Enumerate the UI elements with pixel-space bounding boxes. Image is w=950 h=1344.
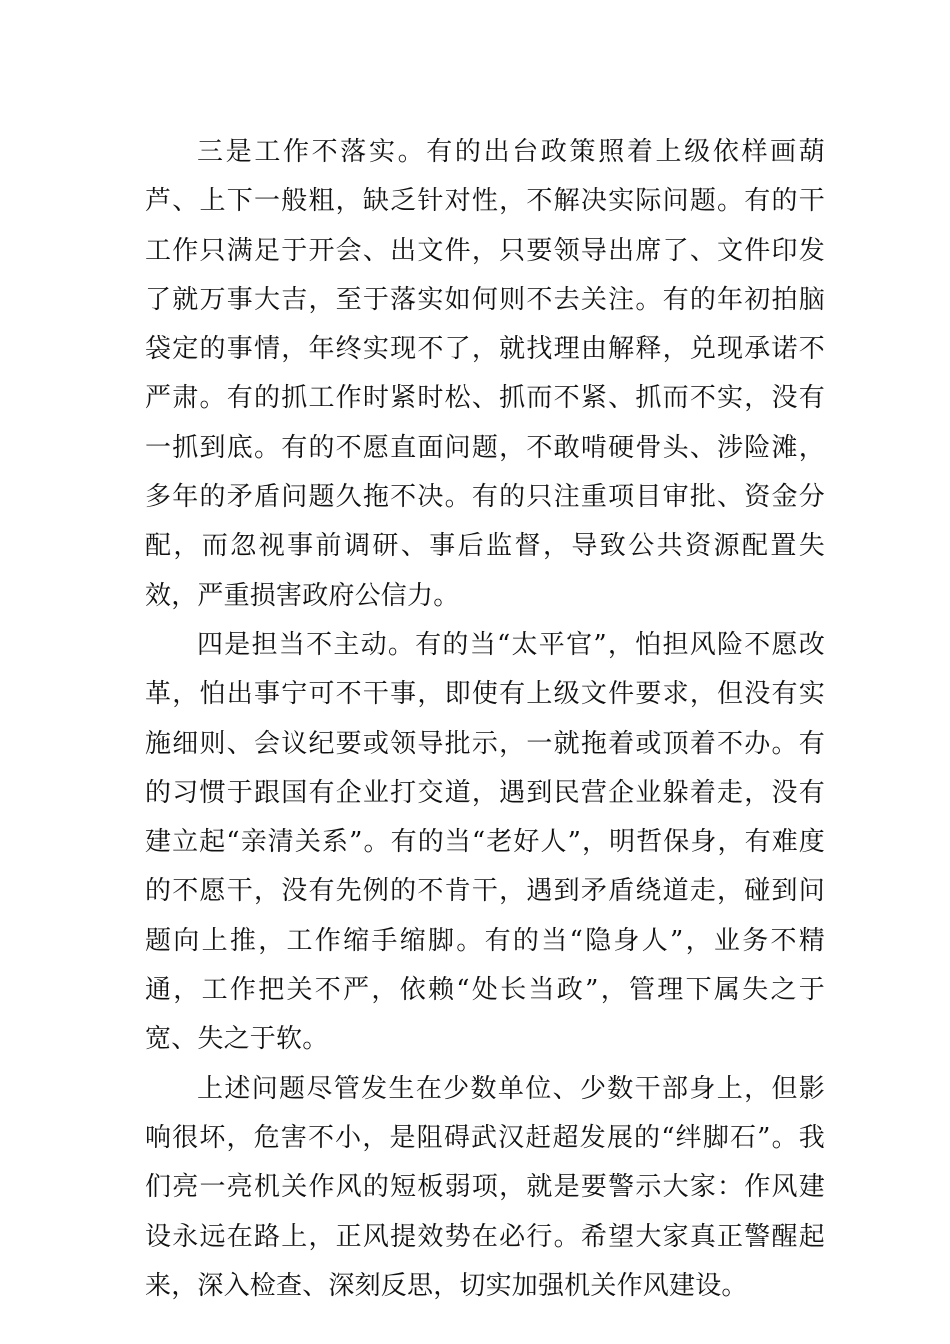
- paragraph-work-implementation: 三是工作不落实。有的出台政策照着上级依样画葫芦、上下一般粗，缺乏针对性，不解决实际问题。有的干工作只满足于开会、出文件，只要领导出席了、文件印发了就万事大吉，至于落实如何则不去关注。有的年初拍脑袋定的事情，年终实现不了，就找理由解释，兑现承诺不严肃。有的抓工作时紧时松、抓而不紧、抓而不实，没有一抓到底。有的不愿直面问题，不敢啃硬骨头、涉险滩，多年的矛盾问题久拖不决。有的只注重项目审批、资金分配，而忽视事前调研、事后监督，导致公共资源配置失效，严重损害政府公信力。: [145, 137, 825, 611]
- paragraph-conclusion: 上述问题尽管发生在少数单位、少数干部身上，但影响很坏，危害不小，是阻碍武汉赶超发展的“绊脚石”。我们亮一亮机关作风的短板弱项，就是要警示大家：作风建设永远在路上，正风提效势在必行。希望大家真正警醒起来，深入检查、深刻反思，切实加强机关作风建设。: [145, 1073, 825, 1301]
- document-body: [145, 128, 825, 1311]
- paragraph-responsibility: 四是担当不主动。有的当“太平官”，怕担风险不愿改革，怕出事宁可不干事，即使有上级文件要求，但没有实施细则、会议纪要或领导批示，一就拖着或顶着不办。有的习惯于跟国有企业打交道，遇到民营企业躲着走，没有建立起“亲清关系”。有的当“老好人”，明哲保身，有难度的不愿干，没有先例的不肯干，遇到矛盾绕道走，碰到问题向上推，工作缩手缩脚。有的当“隐身人”，业务不精通，工作把关不严，依赖“处长当政”，管理下属失之于宽、失之于软。: [145, 629, 825, 1055]
